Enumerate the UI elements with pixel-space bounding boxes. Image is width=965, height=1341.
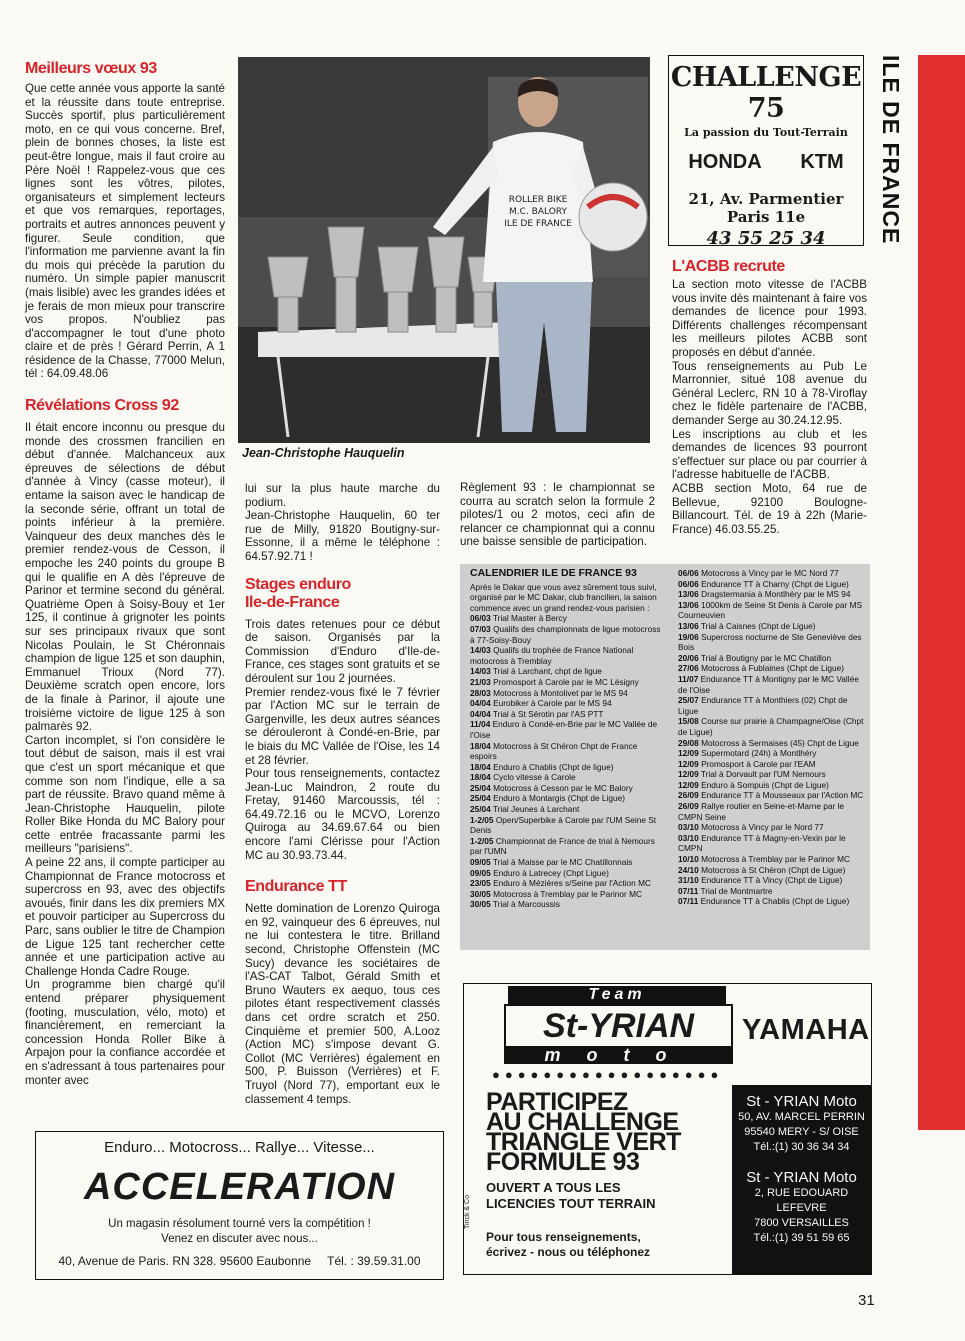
calendar-entry-date: 14/03 bbox=[470, 666, 491, 677]
calendar-entry-date: 26/09 bbox=[678, 790, 699, 801]
calendar-entry-date: 06/06 bbox=[678, 568, 699, 578]
photo-shirt-text: ROLLER BIKE M.C. BALORY ILE DE FRANCE bbox=[504, 195, 572, 229]
calendar-entry bbox=[678, 780, 866, 791]
calendar-entry bbox=[678, 568, 866, 579]
page-number: 31 bbox=[858, 1292, 875, 1309]
calendar-entry-date: 29/08 bbox=[678, 737, 699, 748]
calendar-entry bbox=[678, 769, 866, 780]
calendar-left-list bbox=[470, 613, 662, 910]
calendar-entry-date: 06/03 bbox=[470, 613, 491, 624]
acbb-text-2: Tous renseignements au Pub Le Marronnier, situé 108 avenue du Général Leclerc, RN 10 à 78-Viroflay chez le fidèle partenaire de l'ACBB, demander Serge au 30.24.12.95. bbox=[672, 359, 867, 427]
stages-text: Trois dates retenues pour ce début de saison. Organisés par la Commission d'Enduro d'Ile-de-France, ces stages sont gratuits et se déroulent sur 1ou 2 journées. bbox=[245, 617, 440, 685]
calendar-entry-date: 13/06 bbox=[678, 620, 699, 631]
calendar-entry-text: Qualifs du trophée de France National motocross à Tremblay bbox=[470, 645, 634, 666]
calendar-entry-text: Enduro à Montargis (Chpt de Ligue) bbox=[493, 793, 625, 804]
calendar-entry-text: Trial à Boutigny par le MC Chatillon bbox=[700, 652, 832, 663]
calendar-entry-date: 07/11 bbox=[678, 896, 699, 907]
calendar-entry-text: Championnat de France de trial à Nemours par l'UMN bbox=[470, 835, 655, 857]
calendar-entry-text: Endurance TT à Vincy (Chpt de Ligue) bbox=[701, 875, 843, 886]
shop2-addr-2: 7800 VERSAILLES bbox=[754, 1217, 849, 1229]
calendar-entry-text: Cyclo vitesse à Carole bbox=[493, 772, 576, 783]
side-label-text: ILE DE FRANCE bbox=[878, 55, 904, 245]
calendar-entry bbox=[678, 663, 866, 674]
yamaha-ad-sub-2: LICENCIES TOUT TERRAIN bbox=[486, 1196, 656, 1211]
calendar-title: CALENDRIER ILE DE FRANCE 93 bbox=[470, 567, 637, 579]
calendar-entry-text: Enduro à Sompuis (Chpt de Ligue) bbox=[701, 779, 829, 790]
calendar-entry-date: 04/04 bbox=[470, 698, 491, 709]
challenge75-address-1: 21, Av. Parmentier bbox=[688, 190, 844, 208]
calendar-entry-text: Supermotard (24h) à Montlhéry bbox=[701, 748, 817, 759]
calendar-entry bbox=[470, 741, 662, 762]
calendar-entry-text: Motocross à St Chéron (Chpt de Ligue) bbox=[701, 864, 846, 875]
yamaha-ad bbox=[463, 983, 872, 1275]
calendar-entry bbox=[470, 899, 662, 910]
calendar-entry-text: Motocross à St Chéron Chpt de France espoirs bbox=[470, 740, 638, 762]
calendar-entry-date: 09/05 bbox=[470, 857, 491, 868]
calendar-entry-date: 18/04 bbox=[470, 761, 491, 772]
stages-text-2: Premier rendez-vous fixé le 7 février par l'Action MC sur le terrain de Gargenville, les deux autres séances se dérouleront à Condé-en-Brie, par le biais du MC Vallée de l'Oise, les 14 et 28 février. bbox=[245, 685, 440, 767]
calendar-entry-text: Endurance TT à Charny (Chpt de Ligue) bbox=[701, 578, 849, 589]
calendar-entry-date: 11/04 bbox=[470, 719, 491, 730]
yamaha-ad-dots: ●●●●●●●●●●●●●●●●●● bbox=[492, 1068, 724, 1082]
calendar-entry bbox=[678, 716, 866, 737]
calendar-entry bbox=[678, 875, 866, 886]
calendar-entry bbox=[678, 621, 866, 632]
calendar-entry bbox=[678, 600, 866, 621]
revelations-text-4: Un programme bien chargé qu'il entend préparer physiquement (footing, musculation, vélo, moto) et financièrement, en remerciant la concession Honda Roller Bike à Arpajon pour la confiance accordée et en s'adressant à tous partenaires pour monter avec bbox=[25, 978, 225, 1087]
calendar-entry-text: Motocross à Cesson par le MC Balory bbox=[493, 782, 633, 793]
calendar-entry-date: 12/09 bbox=[678, 779, 699, 790]
calendar-entry bbox=[678, 896, 866, 907]
calendar-entry-date: 11/07 bbox=[678, 673, 699, 684]
calendar-entry-date: 18/04 bbox=[470, 740, 491, 751]
calendar-entry bbox=[678, 674, 866, 695]
revelations-title: Révélations Cross 92 bbox=[25, 397, 179, 415]
calendar-entry bbox=[470, 666, 662, 677]
calendar-entry-date: 20/06 bbox=[678, 652, 699, 663]
revelations-text-2: Carton incomplet, si l'on considère le tout début de saison, mais il est vrai que c'est un sport mécanique et que comme son nom l'indique, elle a sa part de réussite. Bravo quand même à Jean-Christophe Hauquelin, pilote Roller Bike Honda du MC Balory pour cette entrée fracassante parmi les meilleurs "parisiens". bbox=[25, 733, 225, 856]
acbb-block bbox=[672, 258, 867, 536]
calendar-entry-text: Motocross à Tremblay par le Parinor MC bbox=[701, 854, 851, 865]
calendar-entry bbox=[470, 772, 662, 783]
calendar-entry bbox=[678, 579, 866, 590]
shop1-tel: Tél.:(1) 30 36 34 34 bbox=[753, 1141, 850, 1153]
revelations-text-3: A peine 22 ans, il compte participer au Championnat de France motocross et supercross en 93, avec des objectifs avoués, finir dans les dix premiers MX et pouvoir participer au Supercross du Parc, sans oublier le titre de Champion de Ligue 125 tant rechercher cette année et une participation active au Challenge Honda Cadre Rouge. bbox=[25, 856, 225, 978]
calendar-entry-date: 06/06 bbox=[678, 578, 699, 589]
yamaha-ad-team: Team bbox=[508, 986, 726, 1004]
calendar-entry bbox=[470, 793, 662, 804]
meilleurs-title: Meilleurs vœux 93 bbox=[25, 60, 157, 77]
challenge75-brand-honda: HONDA bbox=[688, 151, 762, 173]
calendar-entry bbox=[470, 698, 662, 709]
calendar-entry-text: Dragstermania à Montlhéry par le MS 94 bbox=[701, 589, 851, 600]
accel-tag-1: Un magasin résolument tourné vers la compétition ! bbox=[108, 1218, 371, 1230]
shop1-name: St - YRIAN Moto bbox=[746, 1093, 857, 1110]
calendar-entry-text: Motocross à Montolivet par le MS 94 bbox=[493, 687, 628, 698]
calendar-box bbox=[460, 564, 870, 950]
calendar-entry-text: Promosport à Carole par l'EAM bbox=[701, 758, 816, 769]
yamaha-ad-moto: moto bbox=[504, 1046, 733, 1064]
challenge75-subtitle: La passion du Tout-Terrain bbox=[684, 126, 848, 139]
calendar-entry-date: 31/10 bbox=[678, 875, 699, 886]
calendar-entry-date: 1-2/05 bbox=[470, 835, 494, 846]
challenge75-ad bbox=[668, 55, 864, 249]
shop1-addr-2: 95540 MERY - S/ OISE bbox=[744, 1126, 859, 1138]
calendar-entry-text: Motocross à Sermaises (45) Chpt de Ligue bbox=[701, 737, 859, 748]
calendar-entry-date: 07/03 bbox=[470, 623, 491, 634]
col2-continued-text: lui sur la plus haute marche du podium. bbox=[245, 482, 440, 509]
calendar-entry bbox=[470, 613, 662, 624]
calendar-entry bbox=[470, 815, 662, 836]
yamaha-ad-headline-4: FORMULE 93 bbox=[486, 1148, 640, 1176]
calendar-entry bbox=[678, 653, 866, 664]
calendar-entry bbox=[678, 748, 866, 759]
acbb-title: L'ACBB recrute bbox=[672, 258, 785, 275]
calendar-entry-date: 30/05 bbox=[470, 899, 491, 910]
column-2 bbox=[245, 482, 440, 1106]
yamaha-ad-info-2: écrivez - nous ou téléphonez bbox=[486, 1245, 651, 1259]
shop2-addr-1: 2, RUE EDOUARD LEFEVRE bbox=[754, 1187, 849, 1214]
calendar-entry-text: Enduro à Condé-en-Brie par le MC Vallée de l'Oise bbox=[470, 719, 658, 740]
calendar-entry-date: 15/08 bbox=[678, 716, 699, 727]
section-side-label bbox=[877, 55, 917, 265]
calendar-entry-text: Endurance TT à Mousseaux par l'Action MC bbox=[701, 790, 864, 801]
calendar-entry-date: 25/07 bbox=[678, 695, 699, 706]
calendar-entry-date: 25/04 bbox=[470, 782, 491, 793]
reglement-text: Règlement 93 : le championnat se courra au scratch selon la formule 2 pilotes/1 ou 2 motos, ceci afin de relancer ce championnat qui a connu une baisse sensible de participation. bbox=[460, 481, 655, 549]
calendar-entry-date: 13/06 bbox=[678, 589, 699, 600]
calendar-entry-text: Supercross nocturne de Ste Geneviève des Bois bbox=[678, 631, 862, 653]
calendar-entry bbox=[470, 645, 662, 666]
accel-brand: ACCELERATION bbox=[83, 1166, 396, 1208]
calendar-entry-date: 14/03 bbox=[470, 645, 491, 656]
calendar-entry bbox=[678, 632, 866, 653]
calendar-entry-text: Motocross à Vincy par le Nord 77 bbox=[701, 822, 824, 833]
calendar-entry-date: 10/10 bbox=[678, 854, 699, 865]
calendar-entry-text: Trial à Marcoussis bbox=[492, 899, 560, 910]
calendar-entry-text: Endurance TT à Montigny par le MC Vallée de l'Oise bbox=[678, 673, 859, 695]
calendar-entry-text: Endurance TT à Monthiers (02) Chpt de Ligue bbox=[678, 695, 848, 716]
yamaha-ad-shops-panel bbox=[732, 1085, 871, 1274]
calendar-entry bbox=[678, 854, 866, 865]
col2-contact-text: Jean-Christophe Hauquelin, 60 ter rue de Milly, 91820 Boutigny-sur-Essonne, il a même le téléphone : 64.57.92.71 ! bbox=[245, 509, 440, 563]
calendar-entry-date: 21/03 bbox=[470, 676, 491, 687]
yamaha-ad-info bbox=[486, 1230, 650, 1260]
calendar-entry bbox=[678, 695, 866, 716]
challenge75-brands bbox=[669, 151, 863, 174]
calendar-entry-date: 04/04 bbox=[470, 708, 491, 719]
calendar-entry-text: Motocross à Tremblay par le Parinor MC bbox=[493, 888, 643, 899]
accel-address: 40, Avenue de Paris. RN 328. 95600 Eaubonne bbox=[58, 1254, 312, 1268]
calendar-entry bbox=[470, 857, 662, 868]
calendar-entry-date: 23/05 bbox=[470, 878, 491, 889]
calendar-entry bbox=[470, 688, 662, 699]
accel-top-text: Enduro... Motocross... Rallye... Vitesse... bbox=[104, 1139, 375, 1156]
calendar-entry-text: Trial Master à Bercy bbox=[492, 613, 567, 624]
calendar-entry-text: Trial à Dorvault par l'UM Nemours bbox=[700, 769, 826, 780]
calendar-entry bbox=[470, 783, 662, 794]
calendar-entry bbox=[678, 759, 866, 770]
endurance-text: Nette domination de Lorenzo Quiroga en 92, vainqueur des 6 épreuves, nul ne lui contestera le titre. Brilland second, Christophe Offenstein (MC Sucy) devance les sociétaires de l'AS-CAT Talbot, Gérald Smith et Bruno Wauters ex aequo, tous ces pilotes étant respectivement classés dans cet ordre scratch et 250. Cinquième et premier 500, A.Looz (Action MC) s'impose devant G. Collot (MC Verrières) également en 500, P. Buisson (Verrières) et F. Truyol (Nord 77), emportant eux le classement 4 temps. bbox=[245, 902, 440, 1106]
accel-tel: Tél. : 39.59.31.00 bbox=[327, 1254, 421, 1268]
red-side-band bbox=[918, 55, 965, 1130]
calendar-entry-text: Endurance TT à Magny-en-Vexin par le CMPN bbox=[678, 832, 846, 854]
calendar-entry-text: 1000km de Seine St Denis à Carole par MS Courneuvien bbox=[678, 599, 863, 621]
calendar-entry-text: Open/Superbike à Carole par l'UM Seine St Denis bbox=[470, 814, 657, 836]
column-1 bbox=[25, 60, 225, 1087]
shop2-name: St - YRIAN Moto bbox=[746, 1169, 857, 1186]
calendar-entry-date: 25/04 bbox=[470, 804, 491, 815]
calendar-entry-text: Trial à Maisse par le MC Chatillonnais bbox=[492, 857, 633, 868]
calendar-entry-date: 09/05 bbox=[470, 867, 491, 878]
calendar-entry-text: Rallye routier en Seine-et-Marne par le CMPN Seine bbox=[678, 801, 845, 822]
calendar-entry bbox=[678, 833, 866, 854]
calendar-entry bbox=[470, 889, 662, 900]
calendar-entry bbox=[678, 822, 866, 833]
challenge75-address-2: Paris 11e bbox=[726, 208, 806, 226]
calendar-entry-text: Trial Jeunes à Larchant bbox=[492, 804, 580, 815]
calendar-entry-date: 12/09 bbox=[678, 748, 699, 759]
calendar-entry-text: Enduro à Mézières s/Seine par l'Action MC bbox=[493, 878, 651, 889]
calendar-entry-text: Motocross à Fublaines (Chpt de Ligue) bbox=[701, 663, 845, 674]
calendar-entry-text: Enduro à Latrecey (Chpt Ligue) bbox=[493, 867, 609, 878]
calendar-entry bbox=[470, 804, 662, 815]
meilleurs-text: Que cette année vous apporte la santé et la réussite dans toute entreprise. Succès sportif, plus particulièrement moto, en ce qui vous concerne. Bref, plein de bonnes choses, la liste est peut-être longue, mais il faut croire au Père Noël ! Rappelez-vous que ces lignes sont les vôtres, pilotes, organisateurs et simplement lecteurs et que vos remarques, reportages, portraits et autres annonces peuvent y figurer. Seule condition, que l'information me parvienne avant la fin du mois qui précède la parution du numéro. Un simple papier manuscrit (mais lisible) avec les grandes idées et je ferais de mon mieux pour transcrire vos propos. N'oubliez pas d'accompagner le tout d'une photo claire et de près ! Gérard Perrin, A 1 résidence de la Chasse, 77000 Melun, tél : 64.09.48.06 bbox=[25, 82, 225, 381]
calendar-entry-text: Trial à Larchant, chpt de ligue bbox=[492, 666, 602, 677]
calendar-entry-text: Qualifs des championnats de ligue motocross à 77-Soisy-Bouy bbox=[470, 623, 661, 645]
calendar-entry-date: 12/09 bbox=[678, 769, 699, 780]
shop2-tel: Tél.:(1) 39 51 59 65 bbox=[753, 1232, 850, 1244]
yamaha-ad-headline-3: TRIANGLE VERT bbox=[486, 1128, 681, 1156]
calendar-entry-text: Motocross à Vincy par le MC Nord 77 bbox=[701, 568, 839, 578]
stages-title-2: Ile-de-France bbox=[245, 593, 340, 611]
photo-rider-trophies bbox=[238, 57, 650, 443]
photo-illustration bbox=[238, 57, 650, 443]
calendar-entry bbox=[470, 762, 662, 773]
revelations-text: Il était encore inconnu ou presque du monde des crossmen francilien en début d'année. Malchanceux aux épreuves de sélections de début d'année à Vincy (casse moteur), il entame la saison avec le handicap de la seconde série, offrant un total de points inférieur à la première. Vainqueur des deux manches dès le premier rendez-vous de Cesson, il empoche les 240 points du groupe B qui le qualifie en A dès l'épreuve de Parinor et termine second du général. Quatrième Open à Soisy-Bouy et 1er 125, il continue à grignoter les points sur ses principaux rivaux que sont Nicolas Poulain, le St Chéronnais champion de ligue 125 et son dauphin, Emmanuel Trioux (Nord 77). Deuxième scratch open encore, lors de la finale à Parinor, il ajoute une troisième victoire de ligue 125 à son palmarès 92. bbox=[25, 421, 225, 734]
calendar-left-column bbox=[470, 568, 662, 910]
calendar-entry-date: 24/10 bbox=[678, 864, 699, 875]
accel-footer bbox=[36, 1254, 443, 1268]
calendar-entry bbox=[470, 878, 662, 889]
calendar-entry-date: 18/04 bbox=[470, 772, 491, 783]
calendar-entry bbox=[470, 709, 662, 720]
reglement-block bbox=[460, 481, 655, 549]
calendar-entry-date: 03/10 bbox=[678, 822, 699, 833]
accel-tag-2: Venez en discuter avec nous... bbox=[161, 1233, 318, 1245]
shop1-addr-1: 50, AV. MARCEL PERRIN bbox=[738, 1111, 865, 1123]
yamaha-ad-headline-2: AU CHALLENGE bbox=[486, 1108, 679, 1136]
endurance-title: Endurance TT bbox=[245, 878, 347, 896]
yamaha-ad-headline bbox=[486, 1088, 681, 1176]
calendar-right-list bbox=[678, 568, 866, 907]
calendar-entry-text: Trial à St Sérotin par l'AS PTT bbox=[492, 708, 604, 719]
yamaha-ad-brand: St-YRIAN bbox=[504, 1004, 733, 1048]
challenge75-phone: 43 55 25 34 bbox=[706, 228, 826, 249]
calendar-entry-text: Enduro à Chablis (Chpt de ligue) bbox=[493, 761, 614, 772]
acbb-text: La section moto vitesse de l'ACBB vous invite dès maintenant à faire vos demandes de licence pour 1993. Différents challenges récompensant les meilleurs pilotes ACBB sont proposés en début d'année. bbox=[672, 278, 867, 359]
calendar-entry-date: 30/05 bbox=[470, 888, 491, 899]
calendar-entry-text: Endurance TT à Chablis (Chpt de Ligue) bbox=[700, 896, 850, 907]
acceleration-ad bbox=[35, 1131, 444, 1280]
calendar-entry-date: 19/06 bbox=[678, 631, 699, 642]
yamaha-ad-info-1: Pour tous renseignements, bbox=[486, 1230, 641, 1244]
calendar-entry bbox=[678, 589, 866, 600]
stages-text-3: Pour tous renseignements, contactez Jean-Luc Maindron, 2 route du Fretay, 91460 Marcoussis, tél : 64.49.72.16 ou le MCVO, Lorenzo Quiroga au 34.69.67.64 ou bien encore l'ami Clérisse pour l'Action MC au 30.93.73.44. bbox=[245, 767, 440, 862]
calendar-entry-date: 07/11 bbox=[678, 885, 699, 896]
acbb-text-4: ACBB section Moto, 64 rue de Bellevue, 92100 Boulogne-Billancourt. Tél. de 19 à 22h (Marie-France) 46.03.55.25. bbox=[672, 481, 867, 536]
calendar-entry bbox=[678, 886, 866, 897]
calendar-entry-date: 13/06 bbox=[678, 599, 699, 610]
acbb-text-3: Les inscriptions au club et les demandes de licences 93 pourront s'effectuer sur place ou par courrier à l'adresse habituelle de l'ACBB. bbox=[672, 427, 867, 482]
yamaha-ad-sub bbox=[486, 1180, 656, 1212]
calendar-intro: Après le Dakar que vous avez sûrement tous suivi, organisé par le MC Dakar, club francilien, la saison commence avec un grand rendez-vous parisien : bbox=[470, 581, 657, 613]
yamaha-ad-credit: Tinck & Co bbox=[464, 1195, 471, 1229]
yamaha-ad-headline-1: PARTICIPEZ bbox=[486, 1088, 628, 1116]
calendar-entry-date: 26/09 bbox=[678, 801, 699, 812]
calendar-entry-text: Promosport à Carole par le MC Lésigny bbox=[493, 676, 639, 687]
calendar-entry-date: 27/06 bbox=[678, 663, 699, 674]
calendar-entry-date: 12/09 bbox=[678, 758, 699, 769]
calendar-entry-text: Trial à Caisnes (Chpt de Ligue) bbox=[700, 620, 816, 631]
calendar-entry bbox=[470, 624, 662, 645]
calendar-entry bbox=[470, 836, 662, 857]
calendar-entry bbox=[678, 865, 866, 876]
calendar-entry bbox=[678, 790, 866, 801]
calendar-entry-date: 28/03 bbox=[470, 687, 491, 698]
stages-title-1: Stages enduro bbox=[245, 575, 351, 593]
challenge75-brand-ktm: KTM bbox=[800, 151, 844, 173]
calendar-entry-date: 25/04 bbox=[470, 793, 491, 804]
calendar-entry-text: Course sur prairie à Champagne/Oise (Chpt de Ligue) bbox=[678, 716, 864, 737]
calendar-entry bbox=[470, 868, 662, 879]
calendar-entry bbox=[470, 719, 662, 740]
photo-caption: Jean-Christophe Hauquelin bbox=[242, 446, 405, 460]
calendar-right-column bbox=[678, 568, 866, 907]
calendar-entry-text: Eurobiker à Carole par le MS 94 bbox=[493, 698, 612, 709]
calendar-entry-date: 03/10 bbox=[678, 832, 699, 843]
calendar-entry bbox=[678, 738, 866, 749]
calendar-entry-date: 1-2/05 bbox=[470, 814, 494, 825]
calendar-entry-text: Trial de Montmartre bbox=[700, 885, 773, 896]
calendar-entry bbox=[678, 801, 866, 822]
yamaha-ad-sub-1: OUVERT A TOUS LES bbox=[486, 1180, 621, 1195]
calendar-entry bbox=[470, 677, 662, 688]
challenge75-title: CHALLENGE 75 bbox=[670, 62, 862, 124]
yamaha-ad-yamaha: YAMAHA bbox=[742, 1014, 870, 1046]
